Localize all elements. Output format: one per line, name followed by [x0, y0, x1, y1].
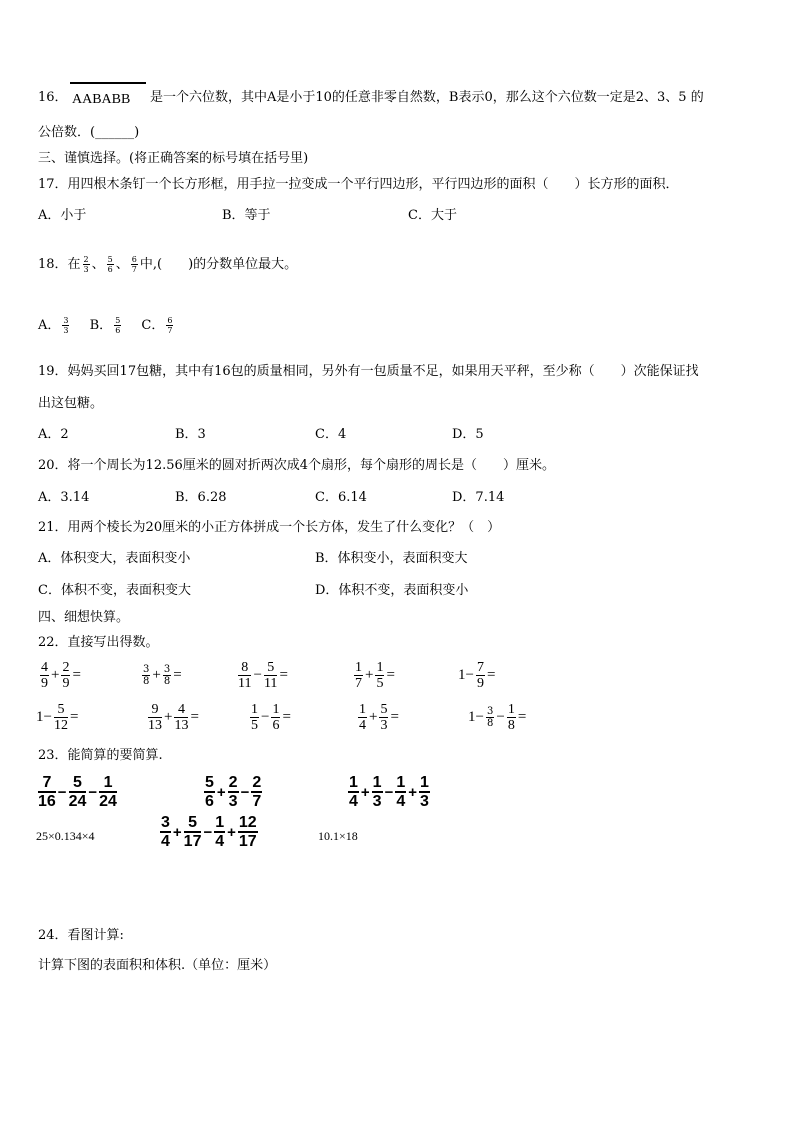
- q23-expr-5: $\frac{3}{4}$ + $\frac{5}{17}$ − $\frac{1}{4}$ + $\frac{12}{17}$: [161, 814, 257, 850]
- q18-option-c-fraction: $\frac{6}{7}$: [167, 316, 173, 335]
- q19-option-a: A．2: [38, 427, 69, 442]
- q20-option-d: D．7.14: [452, 490, 505, 505]
- q18-prefix: 18．在: [38, 257, 81, 272]
- q21-option-d: D．体积不变，表面积变小: [315, 583, 469, 598]
- q21-option-a: A．体积变大，表面积变小: [38, 551, 191, 566]
- q18-options: [38, 316, 175, 335]
- q24-title: 24．看图计算:: [38, 928, 124, 943]
- q20-option-a: A．3.14: [38, 490, 90, 505]
- q22-title: 22．直接写出得数。: [38, 635, 159, 650]
- q21-option-c: C．体积不变，表面积变大: [38, 583, 191, 598]
- q20-option-c: C．6.14: [315, 490, 367, 505]
- q16-text-line2: 公倍数．(______): [38, 125, 140, 140]
- q21-option-b: B．体积变小，表面积变大: [315, 551, 468, 566]
- q22-expr-4: $\frac{1}{7}$ + $\frac{1}{5}$ =: [355, 660, 395, 691]
- q22-expr-8: $\frac{1}{5}$ − $\frac{1}{6}$ =: [251, 702, 291, 733]
- q19-text-line2: 出这包糖。: [38, 396, 104, 411]
- q22-expr-10: 1− $\frac{3}{8}$ − $\frac{1}{8}$ =: [468, 702, 527, 733]
- q18-fraction-1: $\frac{2}{3}$: [83, 255, 89, 274]
- q23-expr-1: $\frac{7}{16}$ − $\frac{5}{24}$ − $\frac{1}{24}$: [38, 774, 117, 810]
- q19-option-d: D．5: [452, 427, 484, 442]
- q17-option-c: C．大于: [408, 208, 457, 223]
- q20-option-b: B．6.28: [175, 490, 227, 505]
- q18-separator: 、: [115, 257, 129, 272]
- q22-expr-3: $\frac{8}{11}$ − $\frac{5}{11}$ =: [238, 660, 288, 691]
- q16-number: 16．: [38, 90, 68, 105]
- q16-overline-bar: [70, 82, 146, 86]
- q18-option-b-label: B．: [89, 318, 113, 333]
- q23-title: 23．能简算的要简算.: [38, 748, 163, 763]
- q16-number-aababb: AABABB: [72, 92, 131, 107]
- q18-fraction-2: $\frac{5}{6}$: [107, 255, 113, 274]
- q17-option-b: B．等于: [222, 208, 271, 223]
- q23-expr-3: $\frac{1}{4}$ + $\frac{1}{3}$ − $\frac{1}{4}$ + $\frac{1}{3}$: [349, 774, 429, 810]
- q19-option-c: C．4: [315, 427, 347, 442]
- q22-expr-9: $\frac{1}{4}$ + $\frac{5}{3}$ =: [359, 702, 399, 733]
- q18-option-a-fraction: $\frac{3}{3}$: [63, 316, 69, 335]
- q17-option-a: A．小于: [38, 208, 87, 223]
- q18-fraction-3: $\frac{6}{7}$: [131, 255, 137, 274]
- section-3-heading: 三、谨慎选择。(将正确答案的标号填在括号里): [38, 151, 309, 166]
- q22-expr-5: 1− $\frac{7}{9}$ =: [458, 660, 496, 691]
- q22-expr-1: $\frac{4}{9}$ + $\frac{2}{9}$ =: [41, 660, 81, 691]
- section-4-heading: 四、细想快算。: [38, 610, 130, 625]
- q18-option-c-label: C．: [141, 318, 165, 333]
- q22-expr-6: 1− $\frac{5}{12}$ =: [36, 702, 79, 733]
- q18-option-b-fraction: $\frac{5}{6}$: [115, 316, 121, 335]
- q22-expr-7: $\frac{9}{13}$ + $\frac{4}{13}$ =: [148, 702, 199, 733]
- q23-expr-6: 10.1×18: [318, 829, 358, 843]
- q18-question: 中,( )的分数单位最大。: [139, 257, 298, 272]
- q21-text: 21．用两个棱长为20厘米的小正方体拼成一个长方体，发生了什么变化？（ ）: [38, 520, 501, 535]
- q18-text: [38, 255, 297, 274]
- q23-expr-2: $\frac{5}{6}$ + $\frac{2}{3}$ − $\frac{2}{7}$: [205, 774, 262, 810]
- q19-option-b: B．3: [175, 427, 206, 442]
- q22-expr-2: $\frac{3}{8}$ + $\frac{3}{8}$ =: [143, 664, 182, 687]
- q16-text-line1: 是一个六位数，其中A是小于10的任意非零自然数，B表示0，那么这个六位数一定是2、3、5 的: [150, 90, 704, 105]
- q19-text-line1: 19．妈妈买回17包糖，其中有16包的质量相同，另外有一包质量不足，如果用天平秤，至少称（ ）次能保证找: [38, 364, 699, 379]
- q24-text: 计算下图的表面积和体积.（单位：厘米）: [38, 958, 277, 973]
- q18-option-a-label: A．: [38, 318, 61, 333]
- q20-text: 20．将一个周长为12.56厘米的圆对折两次成4个扇形，每个扇形的周长是（ ）厘米。: [38, 458, 556, 473]
- q18-separator: 、: [91, 257, 105, 272]
- q23-expr-4: 25×0.134×4: [36, 829, 95, 843]
- q17-text: 17．用四根木条钉一个长方形框，用手拉一拉变成一个平行四边形，平行四边形的面积（ ）长方形的面积．: [38, 177, 679, 192]
